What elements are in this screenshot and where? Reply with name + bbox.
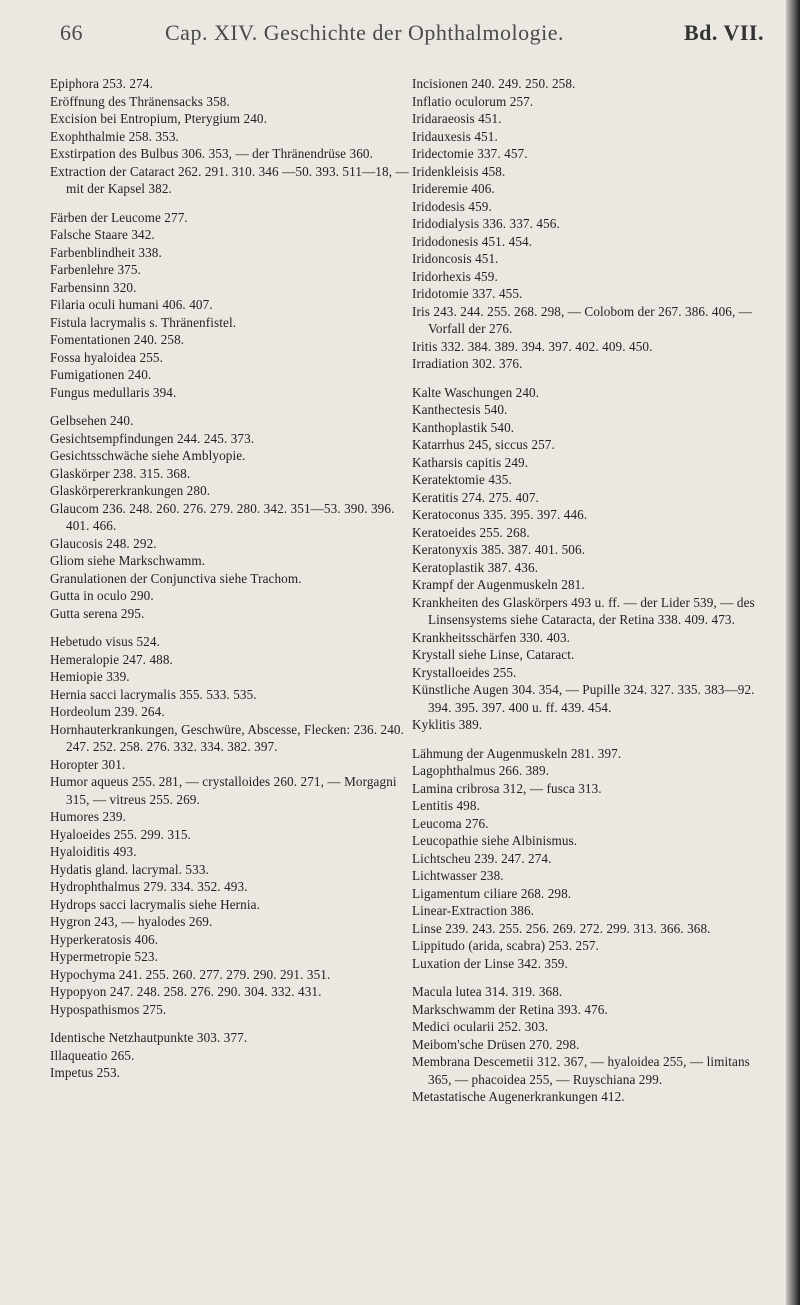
index-entry: Glaucom 236. 248. 260. 276. 279. 280. 342. 351—53. 390. 396. 401. 466. — [50, 500, 395, 533]
index-entry: Iridorhexis 459. — [412, 268, 498, 284]
index-entry: Krystall siehe Linse, Cataract. — [412, 647, 575, 662]
index-entry: Fungus medullaris 394. — [50, 384, 177, 400]
index-entry: Hernia sacci lacrymalis 355. 533. 535. — [50, 686, 257, 702]
index-entry: Krampf der Augenmuskeln 281. — [412, 577, 585, 592]
index-entry: Hygron 243, — hyalodes 269. — [50, 914, 213, 929]
index-entry: Hypermetropie 523. — [50, 949, 159, 964]
index-entry: Krankheitsschärfen 330. 403. — [412, 629, 571, 645]
index-entry: Impetus 253. — [50, 1065, 121, 1080]
index-entry: Glaucosis 248. 292. — [50, 535, 157, 551]
index-entry: Keratoeides 255. 268. — [412, 524, 530, 540]
index-entry: Krystalloeides 255. — [412, 664, 517, 680]
index-entry: Membrana Descemetii 312. 367, — hyaloidea 255, — limitans 365, — phacoidea 255, — Ruyschiana 299. — [412, 1054, 750, 1087]
index-entry: Katharsis capitis 249. — [412, 454, 529, 470]
index-entry: Iridodonesis 451. 454. — [412, 233, 533, 249]
index-entry: Fumigationen 240. — [50, 367, 152, 382]
index-entry: Hyaloiditis 493. — [50, 844, 137, 859]
index-entry: Hydrophthalmus 279. 334. 352. 493. — [50, 879, 248, 894]
index-entry: Irradiation 302. 376. — [412, 356, 523, 371]
index-entry: Humores 239. — [50, 809, 126, 824]
page-number: 66 — [60, 20, 83, 45]
index-column-left — [50, 75, 420, 1082]
index-entry: Markschwamm der Retina 393. 476. — [412, 1001, 608, 1017]
index-entry: Iridotomie 337. 455. — [412, 286, 523, 301]
index-entry: Gesichtsempfindungen 244. 245. 373. — [50, 430, 255, 446]
index-entry: Linse 239. 243. 255. 256. 269. 272. 299. 313. 366. 368. — [412, 920, 711, 936]
book-spine-edge — [786, 0, 800, 1305]
index-entry: Lichtwasser 238. — [412, 868, 504, 883]
index-entry: Hebetudo visus 524. — [50, 634, 160, 649]
index-entry: Exstirpation des Bulbus 306. 353, — der Thränendrüse 360. — [50, 146, 374, 161]
index-entry: Iritis 332. 384. 389. 394. 397. 402. 409. 450. — [412, 338, 653, 354]
index-entry: Krankheiten des Glaskörpers 493 u. ff. — der Lider 539, — des Linsensystems siehe Cataracta, der Retina 338. 409. 473. — [412, 594, 755, 627]
index-entry: Iridectomie 337. 457. — [412, 146, 528, 161]
index-entry: Hornhauterkrankungen, Geschwüre, Abscesse, Flecken: 236. 240. 247. 252. 258. 276. 332. 334. 382. 397. — [50, 721, 405, 754]
index-entry: Kanthectesis 540. — [412, 402, 508, 417]
index-entry: Iridodialysis 336. 337. 456. — [412, 216, 560, 231]
index-entry: Glaskörper 238. 315. 368. — [50, 465, 191, 481]
index-entry: Leucoma 276. — [412, 815, 489, 831]
index-entry: Hemiopie 339. — [50, 669, 130, 684]
index-entry: Färben der Leucome 277. — [50, 209, 188, 225]
index-entry: Ligamentum ciliare 268. 298. — [412, 885, 572, 901]
index-entry: Iridoncosis 451. — [412, 251, 499, 266]
index-entry: Kanthoplastik 540. — [412, 419, 515, 435]
page-header — [60, 20, 764, 52]
index-entry: Lähmung der Augenmuskeln 281. 397. — [412, 745, 622, 761]
index-entry: Hydrops sacci lacrymalis siehe Hernia. — [50, 896, 260, 912]
index-entry: Lentitis 498. — [412, 798, 480, 813]
running-title: Cap. XIV. Geschichte der Ophthalmologie. — [165, 20, 565, 45]
index-entry: Granulationen der Conjunctiva siehe Trachom. — [50, 570, 302, 586]
index-entry: Iris 243. 244. 255. 268. 298, — Colobom der 267. 386. 406, — Vorfall der 276. — [412, 303, 753, 336]
index-entry: Humor aqueus 255. 281, — crystalloides 260. 271, — Morgagni 315, — vitreus 255. 269. — [50, 774, 397, 807]
index-entry: Gutta serena 295. — [50, 605, 145, 621]
index-entry: Exophthalmie 258. 353. — [50, 128, 179, 144]
index-entry: Hyperkeratosis 406. — [50, 931, 159, 947]
index-entry: Hordeolum 239. 264. — [50, 704, 165, 719]
index-entry: Iridaraeosis 451. — [412, 111, 502, 126]
index-entry: Illaqueatio 265. — [50, 1047, 135, 1063]
index-entry: Filaria oculi humani 406. 407. — [50, 297, 213, 312]
index-entry: Excision bei Entropium, Pterygium 240. — [50, 111, 267, 126]
index-entry: Identische Netzhautpunkte 303. 377. — [50, 1030, 248, 1045]
index-entry: Epiphora 253. 274. — [50, 76, 153, 91]
index-entry: Iridodesis 459. — [412, 198, 492, 214]
index-entry: Leucopathie siehe Albinismus. — [412, 833, 578, 848]
index-entry: Fistula lacrymalis s. Thränenfistel. — [50, 314, 237, 330]
index-entry: Fomentationen 240. 258. — [50, 332, 185, 347]
index-entry: Lagophthalmus 266. 389. — [412, 763, 550, 778]
index-entry: Keratoplastik 387. 436. — [412, 559, 539, 575]
index-entry: Lichtscheu 239. 247. 274. — [412, 850, 552, 866]
index-entry: Lamina cribrosa 312, — fusca 313. — [412, 780, 602, 796]
index-entry: Hypopyon 247. 248. 258. 276. 290. 304. 332. 431. — [50, 984, 322, 999]
index-entry: Linear-Extraction 386. — [412, 903, 535, 918]
index-entry: Incisionen 240. 249. 250. 258. — [412, 76, 576, 91]
index-entry: Fossa hyaloidea 255. — [50, 349, 163, 365]
index-entry: Irideremie 406. — [412, 181, 495, 196]
index-entry: Farbenblindheit 338. — [50, 244, 162, 260]
index-entry: Farbensinn 320. — [50, 279, 137, 295]
index-entry: Gutta in oculo 290. — [50, 588, 154, 603]
index-entry: Extraction der Cataract 262. 291. 310. 346 —50. 393. 511—18, — mit der Kapsel 382. — [50, 163, 409, 196]
index-entry: Iridauxesis 451. — [412, 128, 498, 144]
index-entry: Gliom siehe Markschwamm. — [50, 553, 206, 568]
index-column-right — [412, 75, 774, 1106]
index-entry: Katarrhus 245, siccus 257. — [412, 437, 555, 452]
index-entry: Inflatio oculorum 257. — [412, 93, 534, 109]
index-entry: Keratektomie 435. — [412, 472, 512, 487]
volume-label: Bd. VII. — [683, 20, 764, 45]
index-entry: Glaskörpererkrankungen 280. — [50, 483, 211, 498]
index-entry: Luxation der Linse 342. 359. — [412, 955, 568, 971]
index-entry: Hypochyma 241. 255. 260. 277. 279. 290. 291. 351. — [50, 966, 331, 982]
index-entry: Kyklitis 389. — [412, 717, 483, 732]
index-entry: Gelbsehen 240. — [50, 413, 134, 428]
index-entry: Iridenkleisis 458. — [412, 163, 506, 179]
index-entry: Macula lutea 314. 319. 368. — [412, 984, 563, 999]
index-entry: Hemeralopie 247. 488. — [50, 651, 173, 667]
index-entry: Lippitudo (arida, scabra) 253. 257. — [412, 938, 599, 953]
index-entry: Horopter 301. — [50, 756, 126, 772]
index-entry: Meibom'sche Drüsen 270. 298. — [412, 1036, 580, 1052]
index-entry: Hydatis gland. lacrymal. 533. — [50, 861, 209, 877]
index-entry: Metastatische Augenerkrankungen 412. — [412, 1089, 625, 1104]
index-entry: Falsche Staare 342. — [50, 227, 155, 242]
index-entry: Keratoconus 335. 395. 397. 446. — [412, 507, 588, 522]
index-entry: Künstliche Augen 304. 354, — Pupille 324. 327. 335. 383—92. 394. 395. 397. 400 u. ff. 439. 454. — [412, 682, 755, 715]
index-entry: Medici ocularii 252. 303. — [412, 1019, 549, 1034]
index-entry: Kalte Waschungen 240. — [412, 384, 540, 400]
index-entry: Gesichtsschwäche siehe Amblyopie. — [50, 448, 246, 463]
index-entry: Hypospathismos 275. — [50, 1001, 167, 1017]
index-entry: Eröffnung des Thränensacks 358. — [50, 93, 230, 109]
index-entry: Farbenlehre 375. — [50, 262, 141, 277]
index-entry: Keratonyxis 385. 387. 401. 506. — [412, 542, 586, 557]
index-entry: Keratitis 274. 275. 407. — [412, 489, 539, 505]
index-entry: Hyaloeides 255. 299. 315. — [50, 826, 191, 842]
